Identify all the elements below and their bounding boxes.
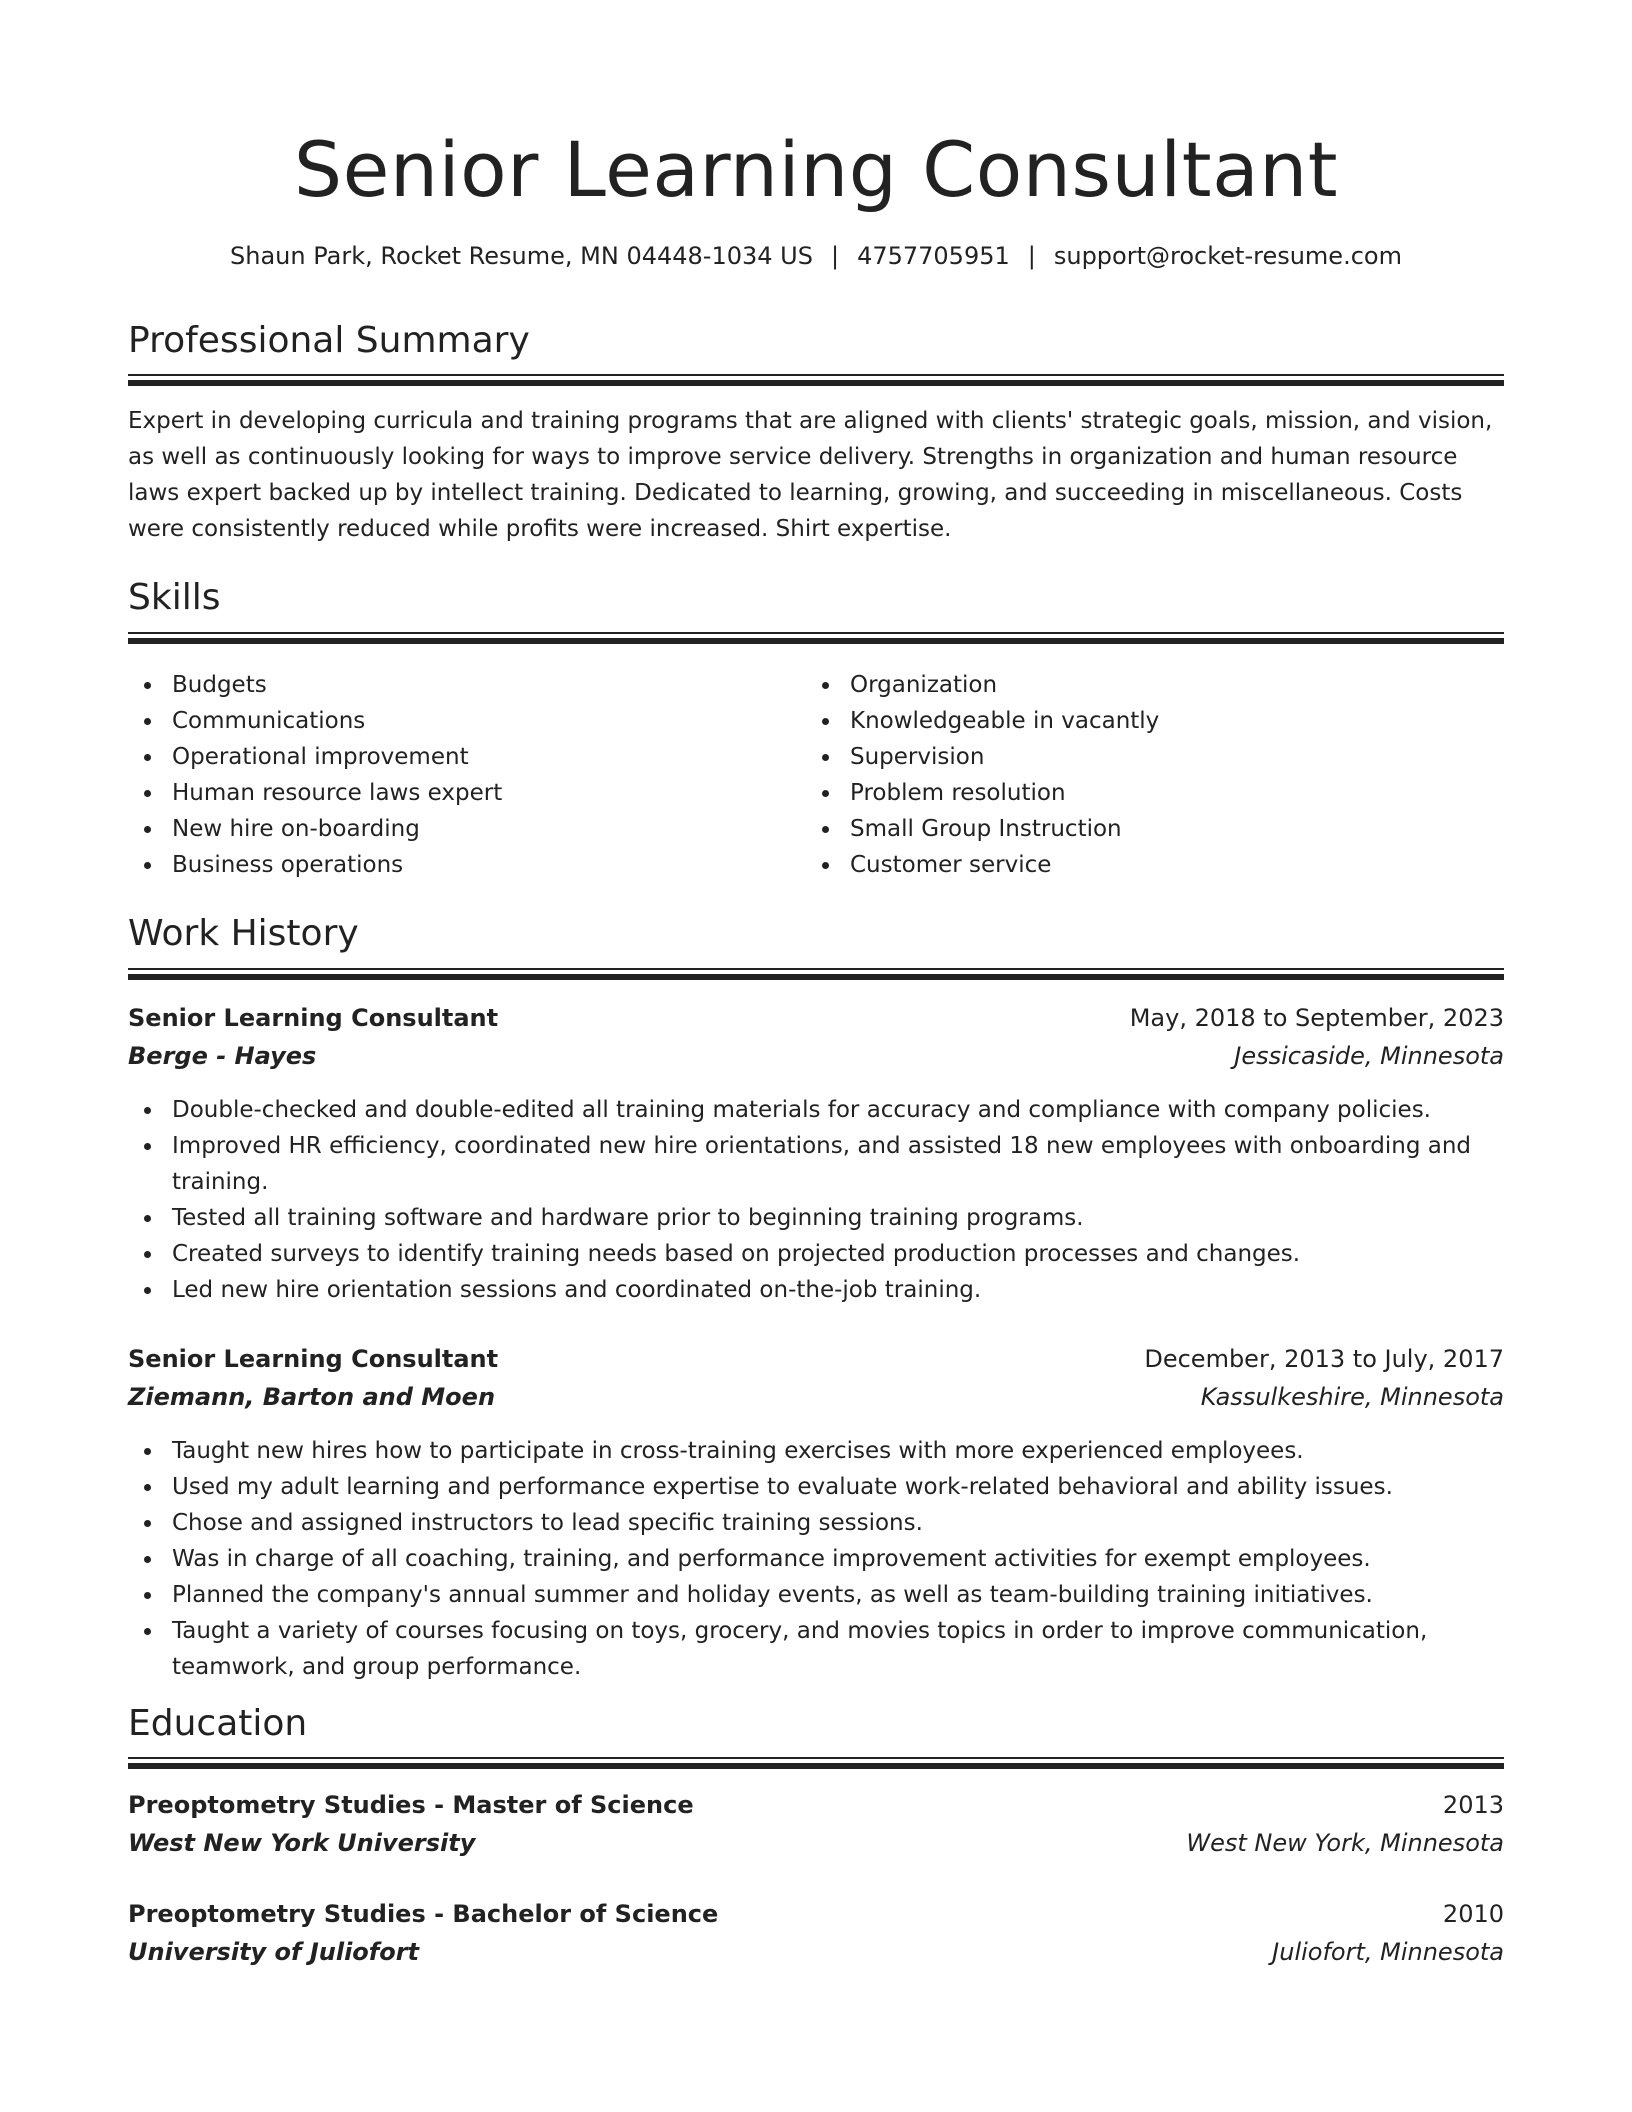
- resume-title: Senior Learning Consultant: [293, 125, 1339, 214]
- job-bullet: Planned the company's annual summer and holiday events, as well as team-building training initiatives.: [128, 1577, 1504, 1613]
- job-dates: May, 2018 to September, 2023: [1129, 1004, 1504, 1032]
- job-title: Senior Learning Consultant: [128, 1345, 499, 1373]
- section-divider: [128, 968, 1504, 980]
- skill-item: Customer service: [806, 847, 1466, 883]
- skill-item: Business operations: [128, 847, 788, 883]
- skill-item: Communications: [128, 703, 788, 739]
- education-header-row: [128, 1895, 1504, 1933]
- skill-item: Problem resolution: [806, 775, 1466, 811]
- job-company-row: [128, 1037, 1504, 1075]
- skills-heading: Skills: [128, 577, 221, 618]
- education-degree: Preoptometry Studies - Bachelor of Science: [128, 1900, 719, 1928]
- job-bullets: [128, 1433, 1504, 1685]
- skill-item: Operational improvement: [128, 739, 788, 775]
- summary-heading: Professional Summary: [128, 320, 530, 361]
- contact-email[interactable]: support@rocket-resume.com: [1053, 242, 1402, 270]
- job-company-row: [128, 1378, 1504, 1416]
- job-bullet: Improved HR efficiency, coordinated new hire orientations, and assisted 18 new employees with onboarding and training.: [128, 1128, 1504, 1200]
- education-heading: Education: [128, 1703, 308, 1744]
- skills-list-right: [806, 667, 1466, 883]
- skill-item: Budgets: [128, 667, 788, 703]
- job-location: Kassulkeshire, Minnesota: [1200, 1383, 1504, 1411]
- education-header-row: [128, 1786, 1504, 1824]
- job-dates: December, 2013 to July, 2017: [1144, 1345, 1504, 1373]
- work-history-heading: Work History: [128, 913, 359, 954]
- skill-item: Human resource laws expert: [128, 775, 788, 811]
- education-location: Juliofort, Minnesota: [1272, 1938, 1504, 1966]
- job-bullet: Double-checked and double-edited all training materials for accuracy and compliance with company policies.: [128, 1092, 1504, 1128]
- job-header-row: [128, 999, 1504, 1037]
- education-degree: Preoptometry Studies - Master of Science: [128, 1791, 694, 1819]
- skill-item: Supervision: [806, 739, 1466, 775]
- skills-list-left: [128, 667, 788, 883]
- job-bullet: Tested all training software and hardware prior to beginning training programs.: [128, 1200, 1504, 1236]
- job-bullet: Chose and assigned instructors to lead specific training sessions.: [128, 1505, 1504, 1541]
- education-year: 2010: [1442, 1900, 1504, 1928]
- skill-item: Knowledgeable in vacantly: [806, 703, 1466, 739]
- contact-separator: |: [1027, 242, 1036, 270]
- section-divider: [128, 374, 1504, 386]
- job-bullet: Was in charge of all coaching, training, and performance improvement activities for exempt employees.: [128, 1541, 1504, 1577]
- section-divider: [128, 632, 1504, 644]
- education-school: University of Juliofort: [128, 1938, 420, 1966]
- job-bullet: Taught new hires how to participate in cross-training exercises with more experienced employees.: [128, 1433, 1504, 1469]
- job-location: Jessicaside, Minnesota: [1234, 1042, 1504, 1070]
- education-school-row: [128, 1824, 1504, 1862]
- job-company: Ziemann, Barton and Moen: [128, 1383, 496, 1411]
- skill-item: New hire on-boarding: [128, 811, 788, 847]
- job-company: Berge - Hayes: [128, 1042, 317, 1070]
- job-title: Senior Learning Consultant: [128, 1004, 499, 1032]
- skill-item: Small Group Instruction: [806, 811, 1466, 847]
- section-divider: [128, 1757, 1504, 1769]
- education-year: 2013: [1442, 1791, 1504, 1819]
- job-bullet: Led new hire orientation sessions and coordinated on-the-job training.: [128, 1272, 1504, 1308]
- contact-line: [128, 239, 1504, 273]
- job-bullet: Created surveys to identify training needs based on projected production processes and changes.: [128, 1236, 1504, 1272]
- job-bullets: [128, 1092, 1504, 1308]
- job-bullet: Taught a variety of courses focusing on toys, grocery, and movies topics in order to improve communication, teamwork, and group performance.: [128, 1613, 1504, 1685]
- contact-phone[interactable]: 4757705951: [857, 242, 1010, 270]
- contact-address: Shaun Park, Rocket Resume, MN 04448-1034 US: [230, 242, 813, 270]
- education-location: West New York, Minnesota: [1186, 1829, 1504, 1857]
- contact-separator: |: [830, 242, 840, 270]
- education-school: West New York University: [128, 1829, 476, 1857]
- summary-text: Expert in developing curricula and training programs that are aligned with clients' strategic goals, mission, and vision, as well as continuously looking for ways to improve service delivery. Strengths in organization and human resource laws expert backed up by intellect training. Dedicated to learning, growing, and succeeding in miscellaneous. Costs were consistently reduced while profits were increased. Shirt expertise.: [128, 408, 1493, 542]
- education-school-row: [128, 1933, 1504, 1971]
- skill-item: Organization: [806, 667, 1466, 703]
- job-header-row: [128, 1340, 1504, 1378]
- job-bullet: Used my adult learning and performance expertise to evaluate work-related behavioral and ability issues.: [128, 1469, 1504, 1505]
